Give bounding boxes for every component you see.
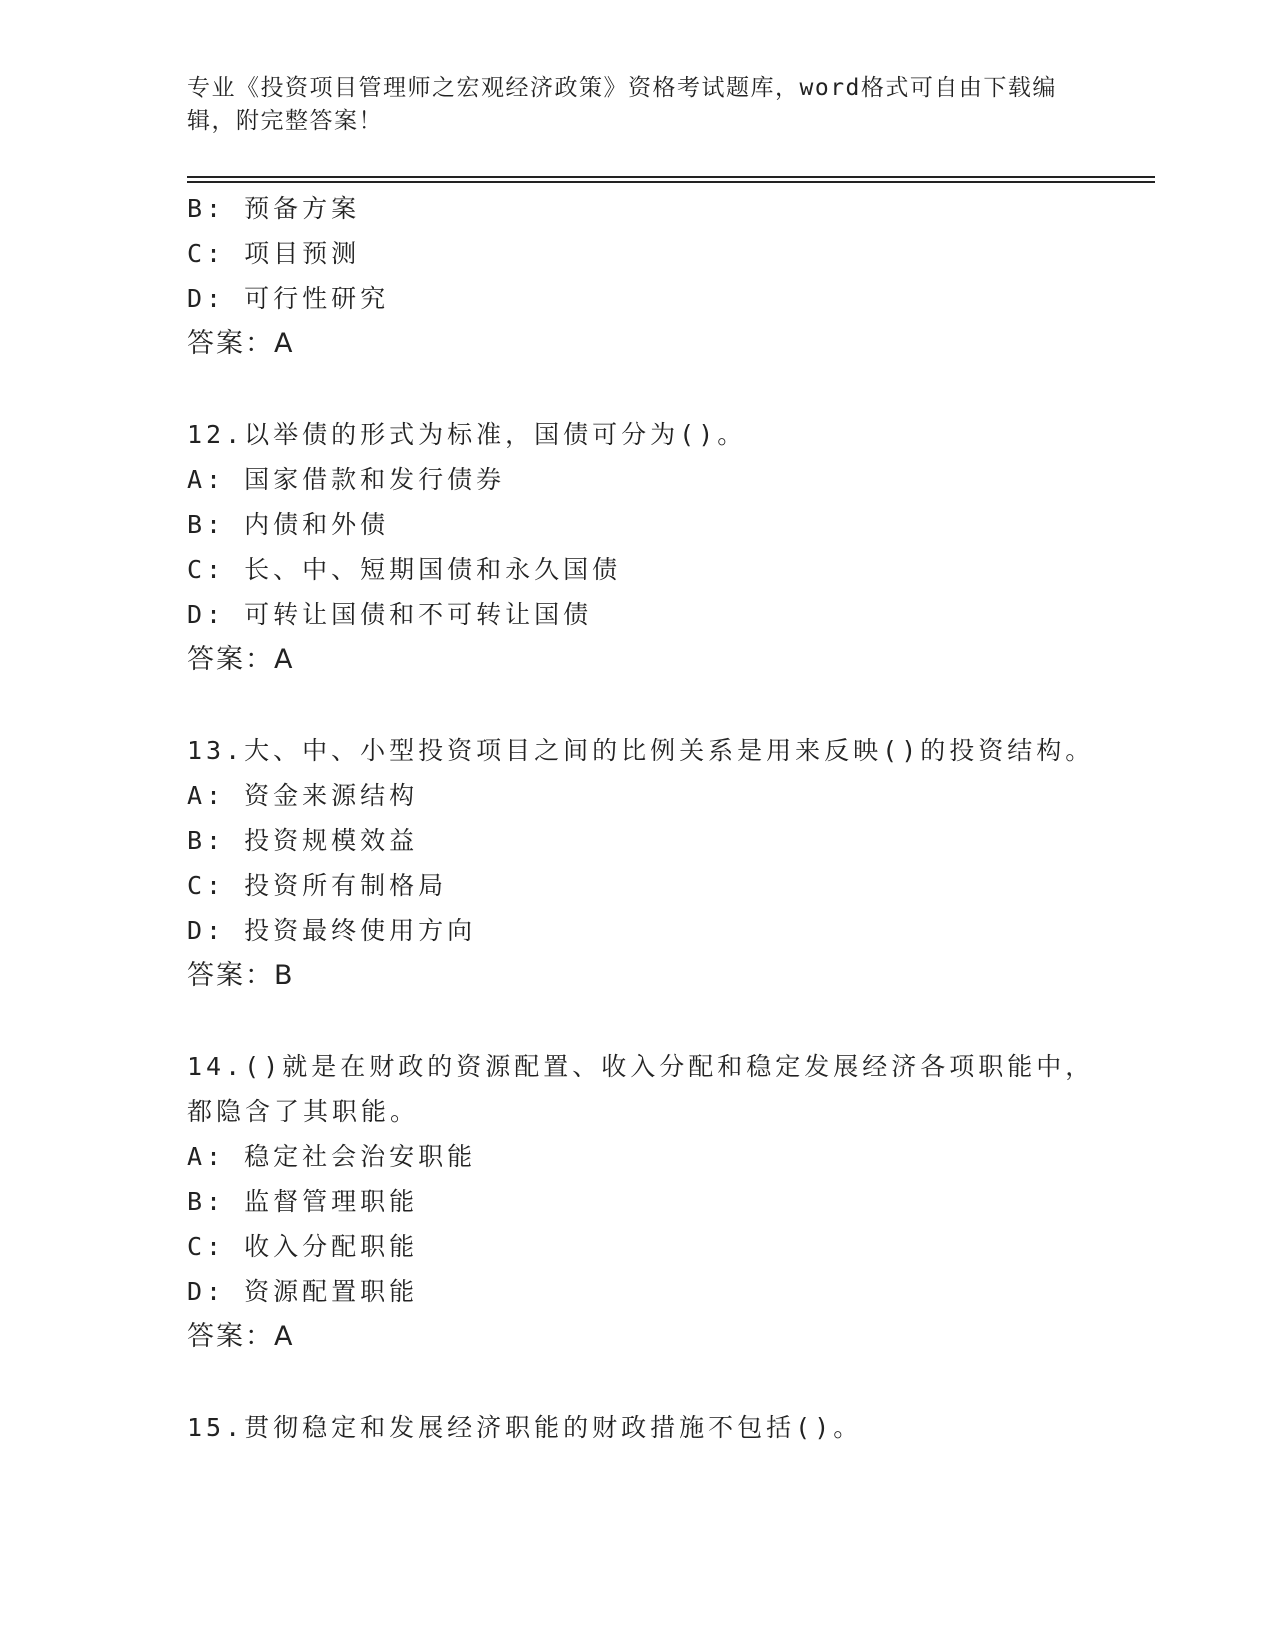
q14-question-line-1: 14.()就是在财政的资源配置、收入分配和稳定发展经济各项职能中，: [187, 1052, 1095, 1081]
q11-option-d: D: 可行性研究: [187, 284, 390, 313]
q13-question: 13.大、中、小型投资项目之间的比例关系是用来反映()的投资结构。: [187, 736, 1095, 765]
header-line-2: 辑，附完整答案！: [187, 108, 383, 134]
q12-answer: 答案：A: [187, 644, 295, 675]
q13-option-c: C: 投资所有制格局: [187, 871, 448, 900]
q14-answer: 答案：A: [187, 1321, 295, 1352]
q11-answer: 答案：A: [187, 328, 295, 359]
q11-option-c: C: 项目预测: [187, 239, 361, 268]
q12-option-c: C: 长、中、短期国债和永久国债: [187, 555, 622, 584]
q11-option-b: B: 预备方案: [187, 194, 361, 223]
q13-answer: 答案：B: [187, 960, 295, 991]
q12-question: 12.以举债的形式为标准，国债可分为()。: [187, 420, 747, 449]
q14-option-c: C: 收入分配职能: [187, 1232, 419, 1261]
q14-option-a: A: 稳定社会治安职能: [187, 1142, 477, 1171]
q13-option-b: B: 投资规模效益: [187, 826, 419, 855]
q13-option-a: A: 资金来源结构: [187, 781, 419, 810]
q12-option-b: B: 内债和外债: [187, 510, 390, 539]
header-line-1: 专业《投资项目管理师之宏观经济政策》资格考试题库，word格式可自由下载编: [187, 75, 1057, 101]
header-rule-bottom: [187, 181, 1155, 183]
document-header: [187, 72, 1067, 138]
q15-question: 15.贯彻稳定和发展经济职能的财政措施不包括()。: [187, 1413, 863, 1442]
header-rule-top: [187, 176, 1155, 178]
q13-option-d: D: 投资最终使用方向: [187, 916, 477, 945]
q14-option-b: B: 监督管理职能: [187, 1187, 419, 1216]
q12-option-d: D: 可转让国债和不可转让国债: [187, 600, 593, 629]
q12-option-a: A: 国家借款和发行债券: [187, 465, 506, 494]
q14-option-d: D: 资源配置职能: [187, 1277, 419, 1306]
q14-question-line-2: 都隐含了其职能。: [187, 1097, 420, 1126]
